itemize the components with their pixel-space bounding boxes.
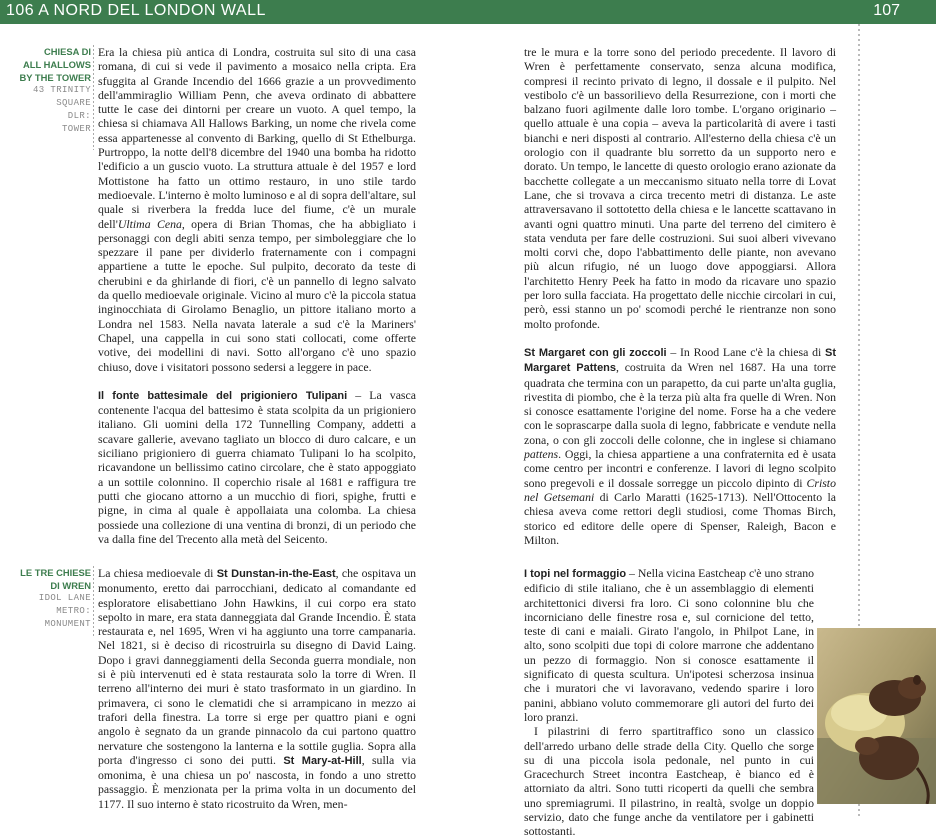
text-run: – La vasca contenente l'acqua del battesimo è stata scolpita da un prigioniero italiano. Gli uomini della 172 Tunnelling Company, addetti a scavare gallerie, avevano tagliato un blocco di duro calcare, e un siciliano prigioniero di guerra chiamato Tulipani lo ha scolpito, ricavandone un bellissimo catino circolare, che è stato appoggiato a un sottile colonnino. Il coperchio risale al 1681 e raffigura tre putti che giocano attorno a un mucchio di fiori, spighe, frutti e pigne, in cima al quale è appollaiata una colomba. La chiesa possiede una collezione di una ventina di bronzi, di un periodo che va dalla fine del Trecento alla metà del Seicento. bbox=[98, 387, 416, 546]
sidebar-address-line: IDOL LANE bbox=[38, 593, 91, 603]
section-heading: I topi nel formaggio bbox=[524, 568, 627, 580]
text-run: . Oggi, la chiesa appartiene a una confraternita ed è usata come centro per incontri e conferenze. I lavori di legno scolpito sono pregevoli e il dossale sorregge un piccolo dipinto di bbox=[524, 447, 836, 490]
paragraph bbox=[98, 45, 416, 374]
text-run: tre le mura e la torre sono del periodo precedente. Il lavoro di Wren è perfettamente conservato, senza alcuna modifica, compresi il recinto privato di legno, il dossale e il pulpito. Nel vestibolo c'è un bassorilievo della Resurrezione, con i morti che balzano fuori agilmente dalle loro tombe. L'organo originario – quello attuale è una copia – aveva la particolarità di avere i tasti bianchi e neri disposti al contrario. All'esterno della chiesa c'è un orologio con il quadrante blu sorretto da un supporto nero e dorato. Un tempo, le lancette di questo orologio erano azionate da bacchette collegate a un meccanismo situato nella torre di Lovat Lane, che si trovava a circa trecento metri di distanza. Le aste attraversavano il sottotetto della chiesa e le lancette scattavano in avanti ogni quattro minuti. Una parte del terreno del cimitero è stata venduta per fare delle costruzioni. Sui suoi alberi vivevano molti corvi che, dopo l'abbattimento delle piante, non avevano più alcun rifugio, né un luogo dove appoggiarsi. Allora l'architetto Henry Peek ha fatto in modo da ricavare uno spazio per loro sulla facciata. Ha progettato delle nicchie circolari in cui, però, essi stanno un po' scomodi perché le rientranze non sono molto profonde. bbox=[524, 45, 836, 331]
text-run: – In Rood Lane c'è la chiesa di bbox=[666, 344, 826, 359]
page-header bbox=[0, 0, 936, 24]
paragraph bbox=[524, 45, 836, 331]
sidebar-address-line: TOWER bbox=[61, 124, 91, 134]
church-name: St Margaret Pattens bbox=[524, 346, 837, 375]
sidebar-rule bbox=[93, 566, 94, 636]
italic-term: pattens bbox=[524, 447, 559, 462]
sidebar-address-line: DLR: bbox=[67, 111, 91, 121]
text-run: La chiesa medioevale di bbox=[98, 566, 217, 580]
sidebar-title-line: DI WREN bbox=[50, 580, 91, 591]
left-column bbox=[98, 45, 416, 546]
running-title: 106 A NORD DEL LONDON WALL bbox=[6, 2, 266, 19]
sidebar-address-line: METRO: bbox=[56, 606, 91, 616]
sidebar-address-line: MONUMENT bbox=[44, 619, 91, 629]
sidebar-rule bbox=[93, 45, 94, 150]
church-name: St Dunstan-in-the-East bbox=[216, 568, 336, 580]
photo-illustration bbox=[817, 628, 936, 804]
paragraph bbox=[98, 566, 416, 811]
sidebar-title-line: CHIESA DI bbox=[43, 46, 91, 57]
right-column-lower bbox=[524, 566, 814, 839]
section-heading: Il fonte battesimale del prigioniero Tulipani bbox=[98, 389, 348, 402]
italic-title: Cristo nel Getsemani bbox=[524, 475, 836, 504]
sidebar-wren bbox=[3, 566, 91, 631]
paragraph bbox=[524, 724, 814, 838]
left-column-lower bbox=[98, 566, 416, 811]
text-run: , sulla via omonima, è una chiesa un po' nascosta, in fondo a uno stretto passaggio. È menzionata per la prima volta in un documento del 1177. Il suo interno è stato ricostruito da Wren, men- bbox=[98, 752, 416, 811]
text-run: , che ospitava un monumento, eretto dai parrocchiani, dedicato al comandante ed esploratore elisabettiano John Hawkins, il cui corpo era stato sepolto in mare, era stata danneggiata dal Grande Incendio. È stata restaurata e, nel 1695, Wren vi ha aggiunto una torre campanaria. Nel 1821, si è deciso di ricostruirla su disegno di David Laing. Dopo i gravi danneggiamenti della Seconda guerra mondiale, non si è più intervenuti ed è stata restaurata solo la torre di Wren. Il terreno all'interno dei muri è stato trasformato in un giardino. In primavera, ci sono le clematidi che si arrampicano in mezzo ai trafori della finestra. La torre si erge per quattro piani e ogni angolo è segnato da un grande pinnacolo da cui partono quattro nervature che sostengono la lanterna e la sottile guglia. Sopra alla porta d'ingresso ci sono dei putti. bbox=[98, 566, 417, 767]
sidebar-title-line: BY THE TOWER bbox=[19, 72, 91, 83]
text-run: I pilastrini di ferro spartitraffico sono un classico dell'arredo urbano delle strade della City. Quello che sorge su di una piccola isola pedonale, nel punto in cui Gracechurch Street incontra Eastcheap, è bianco ed è attorniato da altri. Sono tutti ricoperti da quelli che sembra uno spremiagrumi. Il pilastrino, in realtà, svolge un doppio servizio, dato che funge anche da ventilatore per i gabinetti sottostanti. bbox=[524, 724, 814, 839]
text-run: Era la chiesa più antica di Londra, costruita sul sito di una casa romana, di cui si vede il pavimento a mosaico nella cripta. Era sfuggita al Grande Incendio del 1666 grazie a un provvedimento dell'ammiraglio William Penn, che aveva ordinato di abbattere tutte le case dei dintorni per creare un vuoto. A quel tempo, la chiesa si chiamava All Hallows Barking, un nome che rivela come essa appartenesse al convento di Barking, quello di St Ethelburga. Purtroppo, la notte dell'8 dicembre del 1940 una bomba ha ridotto l'edificio a un guscio vuoto. La struttura attuale è del 1957 e lord Mottistone ha fatto un ottimo restauro, in uno stile tardo medioevale. L'interno è molto luminoso e al di sopra dell'altare, sul quale si riverbera la fredda luce del fiume, c'è un murale dell' bbox=[98, 45, 416, 231]
paragraph bbox=[524, 566, 814, 724]
paragraph bbox=[524, 345, 836, 547]
text-run: – Nella vicina Eastcheap c'è uno strano edificio di stile italiano, che è un assemblaggio di elementi architettonici diversi fra loro. Ci sono colonnine blu che incorniciano delle finestre rosa e, sul cornicione del tetto, teste di cani e maiali. Girato l'angolo, in Philpot Lane, in alto, sono scolpiti due topi di colore marrone che addentano un pezzo di formaggio. Non si conosce esattamente il significato di questa scultura. Un'ipotesi scherzosa insinua che i muratori che vi lavoravano, vedendo sparire i loro panini, abbiano voluto commemorare gli autori del furto dei loro pranzi. bbox=[524, 566, 814, 724]
page-number-right: 107 bbox=[873, 2, 900, 19]
section-heading: St Margaret con gli zoccoli bbox=[524, 346, 667, 359]
sidebar-address-line: SQUARE bbox=[56, 98, 91, 108]
right-column bbox=[524, 45, 836, 547]
mice-carving-photo bbox=[817, 628, 936, 804]
sidebar-title-line: ALL HALLOWS bbox=[22, 59, 91, 70]
sidebar-all-hallows bbox=[3, 45, 91, 136]
text-run: di Carlo Maratti (1625-1713). Nell'Ottocento la chiesa aveva come rettori degli studiosi, come Thomas Birch, storico ed editore delle opere di Spenser, Raleigh, Bacon e Milton. bbox=[524, 489, 836, 547]
text-run: , costruita da Wren nel 1687. Ha una torre quadrata che termina con un parapetto, da cui parte un'alta guglia, rivestita di piombo, che è la terza più alta fra quelle di Wren. Non si conosce esattamente l'origine del nome. Forse ha a che vedere con le soprascarpe dalla suola di legno, fabbricate e vendute nella zona, o con gli zoccoli delle colonne, che in inglese si chiamano bbox=[524, 360, 836, 447]
sidebar-address-line: 43 TRINITY bbox=[32, 85, 91, 95]
paragraph bbox=[98, 388, 416, 546]
italic-title: Ultima Cena bbox=[117, 216, 182, 231]
sidebar-title-line: LE TRE CHIESE bbox=[20, 567, 91, 578]
church-name: St Mary-at-Hill bbox=[283, 754, 362, 767]
text-run: , opera di Brian Thomas, che ha abbigliato i personaggi con degli abiti senza tempo, per simboleggiare che lo spezzare il pane per dividerlo fraternamente con i compagni appartiene a tutte le epoche. Sul pulpito, decorato da teste di cherubini e da ghirlande di fiori, c'è un pannello di legno salvato da quello medioevale originale. Vicino al muro c'è la piccola statua inginocchiata di Girolamo Benaglio, un pittore italiano morto a Londra nel 1583. Nella navata laterale a sud c'è la Mariners' Chapel, una cappella in cui sono stati collocati, come offerte votive, dei modellini di navi. Sotto all'organo c'è uno spazio chiuso, dove i visitatori possono sedersi a leggere in pace. bbox=[98, 216, 417, 374]
